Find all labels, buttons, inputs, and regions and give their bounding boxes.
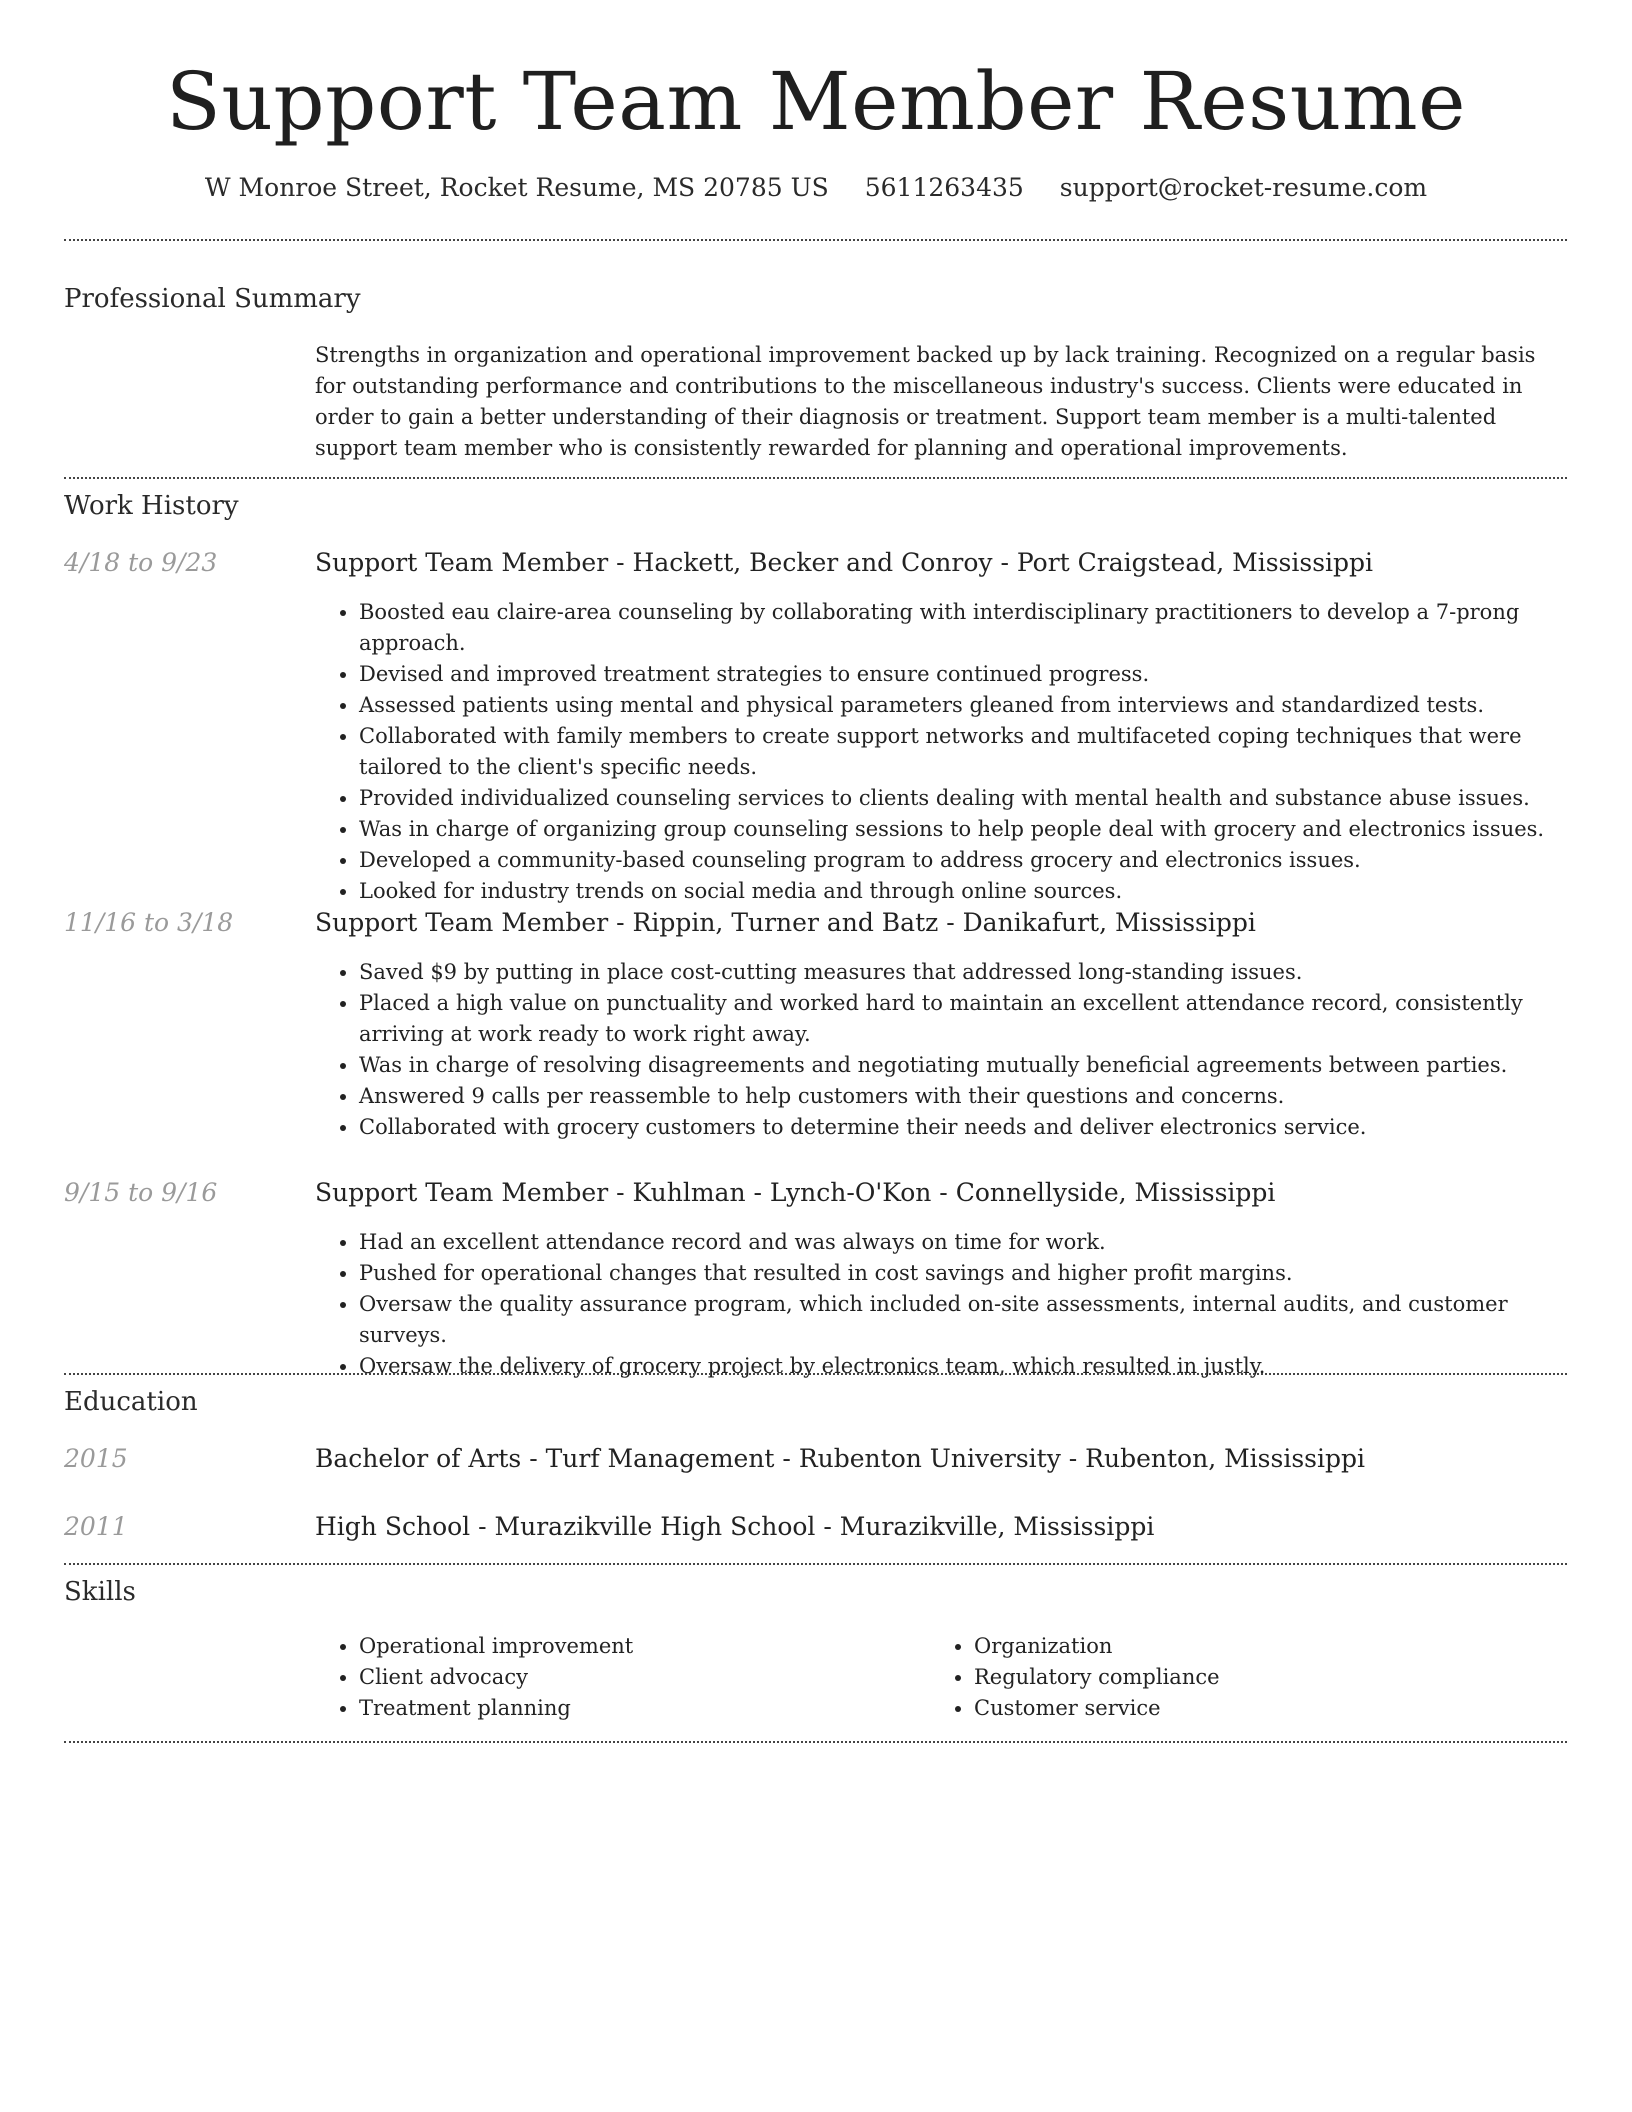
summary-text: Strengths in organization and operational improvement backed up by lack training. Recognized on a regular basis for outstanding performance and contributions to the miscellaneous industry's success. Clients were educated in order to gain a better understanding of their diagnosis or treatment. Support team member is a multi-talented support team member who is consistently rewarded for planning and operational improvements. <box>315 343 1536 460</box>
list-item: • Answered 9 calls per reassemble to help customers with their questions and concerns. <box>359 1081 1567 1112</box>
degree-details: - Rubenton University - Rubenton, Mississippi <box>774 1444 1365 1473</box>
contact-email[interactable]: support@rocket-resume.com <box>1059 173 1428 202</box>
list-item: • Oversaw the quality assurance program, which included on-site assessments, internal audits, and customer surveys. <box>359 1289 1567 1351</box>
section-title-education: Education <box>64 1387 198 1417</box>
list-item: • Pushed for operational changes that resulted in cost savings and higher profit margins. <box>359 1258 1567 1289</box>
job-details: - Kuhlman - Lynch-O'Kon - Connellyside, Mississippi <box>608 1178 1276 1207</box>
resume-title: Support Team Member Resume <box>166 55 1466 148</box>
job-dates: 11/16 to 3/18 <box>64 908 234 937</box>
job-heading <box>315 906 1567 940</box>
contact-phone: 5611263435 <box>864 173 1024 202</box>
list-item: • Devised and improved treatment strategies to ensure continued progress. <box>359 659 1567 690</box>
list-item: • Provided individualized counseling services to clients dealing with mental health and substance abuse issues. <box>359 783 1567 814</box>
job-dates: 4/18 to 9/23 <box>64 548 218 577</box>
divider <box>64 1373 1567 1375</box>
list-item: • Was in charge of organizing group counseling sessions to help people deal with grocery and electronics issues. <box>359 814 1567 845</box>
list-item: • Boosted eau claire-area counseling by collaborating with interdisciplinary practitioners to develop a 7-prong approach. <box>359 597 1567 659</box>
job-title: Support Team Member <box>315 908 609 937</box>
job-dates: 9/15 to 9/16 <box>64 1178 218 1207</box>
job-bullets <box>315 597 1567 907</box>
list-item: • Placed a high value on punctuality and worked hard to maintain an excellent attendance record, consistently arriving at work ready to work right away. <box>359 988 1567 1050</box>
divider <box>64 239 1567 241</box>
list-item: • Collaborated with grocery customers to determine their needs and deliver electronics service. <box>359 1112 1567 1143</box>
skills-list-left <box>315 1631 915 1724</box>
job-bullets <box>315 1227 1567 1382</box>
skill-item: • Operational improvement <box>359 1631 915 1662</box>
list-item: • Assessed patients using mental and physical parameters gleaned from interviews and standardized tests. <box>359 690 1567 721</box>
education-heading <box>315 1510 1567 1544</box>
list-item: • Saved $9 by putting in place cost-cutting measures that addressed long-standing issues. <box>359 957 1567 988</box>
section-title-work: Work History <box>64 491 239 521</box>
degree-title: Bachelor of Arts - Turf Management <box>315 1444 775 1473</box>
degree-title: High School <box>315 1512 471 1541</box>
divider <box>64 1563 1567 1565</box>
education-heading <box>315 1442 1567 1476</box>
divider <box>64 477 1567 479</box>
section-title-skills: Skills <box>64 1577 136 1607</box>
job-title: Support Team Member <box>315 548 609 577</box>
list-item: • Looked for industry trends on social media and through online sources. <box>359 876 1567 907</box>
job-bullets <box>315 957 1567 1143</box>
list-item: • Oversaw the delivery of grocery project by electronics team, which resulted in justly. <box>359 1351 1567 1382</box>
skill-item: • Organization <box>974 1631 1530 1662</box>
list-item: • Collaborated with family members to create support networks and multifaceted coping techniques that were tailored to the client's specific needs. <box>359 721 1567 783</box>
contact-line <box>0 170 1632 206</box>
contact-address: W Monroe Street, Rocket Resume, MS 20785 US <box>204 173 829 202</box>
list-item: • Was in charge of resolving disagreements and negotiating mutually beneficial agreements between parties. <box>359 1050 1567 1081</box>
skills-list-right <box>930 1631 1530 1724</box>
skill-item: • Treatment planning <box>359 1693 915 1724</box>
section-title-summary: Professional Summary <box>64 284 361 314</box>
job-details: - Rippin, Turner and Batz - Danikafurt, Mississippi <box>608 908 1256 937</box>
degree-details: - Murazikville High School - Murazikville, Mississippi <box>470 1512 1155 1541</box>
list-item: • Developed a community-based counseling program to address grocery and electronics issues. <box>359 845 1567 876</box>
skill-item: • Regulatory compliance <box>974 1662 1530 1693</box>
job-heading <box>315 1176 1567 1210</box>
education-year: 2011 <box>64 1512 128 1541</box>
skill-item: • Customer service <box>974 1693 1530 1724</box>
job-details: - Hackett, Becker and Conroy - Port Craigstead, Mississippi <box>608 548 1374 577</box>
skill-item: • Client advocacy <box>359 1662 915 1693</box>
education-year: 2015 <box>64 1444 128 1473</box>
job-heading <box>315 546 1567 580</box>
divider <box>64 1741 1567 1743</box>
job-title: Support Team Member <box>315 1178 609 1207</box>
list-item: • Had an excellent attendance record and was always on time for work. <box>359 1227 1567 1258</box>
